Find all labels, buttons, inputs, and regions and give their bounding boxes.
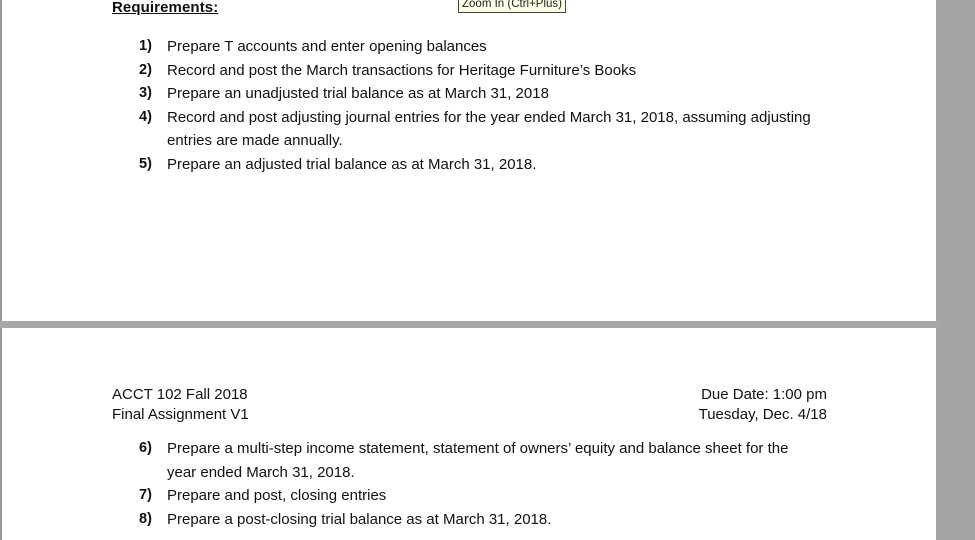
item-number: 6) (139, 440, 152, 456)
item-text: Prepare T accounts and enter opening balances (167, 38, 487, 55)
list-item (2, 106, 817, 153)
requirements-heading: Requirements: (112, 0, 219, 16)
due-date-header (699, 385, 827, 425)
document-background-gutter (936, 0, 975, 540)
item-number: 2) (139, 61, 152, 78)
list-item (2, 484, 817, 508)
item-number: 3) (139, 85, 152, 102)
item-number: 7) (139, 487, 152, 504)
item-text: Record and post adjusting journal entries for the year ended March 31, 2018, assuming adjusting entries are made annually. (167, 108, 811, 150)
list-item (2, 153, 817, 177)
item-text: Prepare an unadjusted trial balance as at March 31, 2018 (167, 85, 549, 103)
list-item (2, 508, 817, 532)
due-day: Tuesday, Dec. 4/18 (698, 406, 827, 423)
list-item (2, 35, 817, 59)
due-time: Due Date: 1:00 pm (701, 386, 827, 403)
page-break (0, 321, 940, 328)
list-item (2, 59, 817, 83)
item-number: 4) (139, 108, 152, 125)
list-item (2, 82, 817, 106)
item-number: 5) (139, 155, 152, 172)
item-number: 1) (139, 38, 152, 54)
item-number: 8) (139, 510, 152, 527)
course-header (112, 385, 249, 425)
item-text: Prepare a multi-step income statement, statement of owners’ equity and balance sheet for the year ended March 31, 2018. (167, 440, 789, 481)
list-item (2, 437, 817, 484)
item-text: Prepare a post-closing trial balance as at March 31, 2018. (167, 510, 552, 528)
document-page-2 (2, 328, 936, 540)
requirements-list (2, 35, 817, 177)
zoom-in-tooltip: Zoom In (Ctrl+Plus) (458, 0, 566, 13)
item-text: Record and post the March transactions for Heritage Furniture’s Books (167, 61, 637, 79)
item-text: Prepare an adjusted trial balance as at March 31, 2018. (167, 155, 537, 173)
course-title: ACCT 102 Fall 2018 (112, 386, 248, 403)
requirements-list-continued (2, 437, 817, 531)
assignment-title: Final Assignment V1 (112, 406, 249, 423)
document-page-1 (2, 0, 936, 321)
item-text: Prepare and post, closing entries (167, 487, 387, 505)
